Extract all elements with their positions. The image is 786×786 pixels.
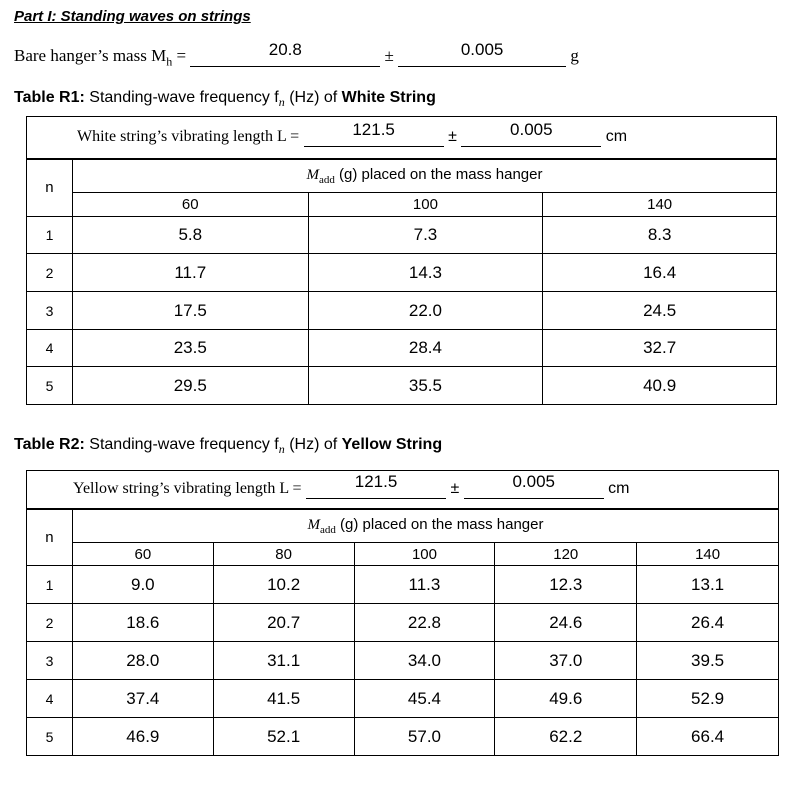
table1-madd-label: M	[306, 166, 319, 183]
freq-cell: 24.5	[543, 292, 777, 330]
table2-uncertainty-field[interactable]	[464, 471, 604, 499]
row-n: 4	[27, 680, 73, 718]
table2-caption-prefix: Table R2:	[14, 436, 85, 453]
table1-length-row	[27, 117, 777, 159]
freq-cell: 57.0	[354, 718, 495, 756]
table1-pm: ±	[448, 127, 457, 145]
table2-caption	[14, 436, 442, 457]
row-n: 5	[27, 367, 73, 405]
freq-cell: 24.6	[495, 604, 637, 642]
table1-caption-text: Standing-wave frequency f	[89, 89, 279, 106]
table2	[26, 470, 779, 756]
table-row	[27, 604, 779, 642]
freq-cell: 32.7	[543, 330, 777, 367]
table1-caption-unit: (Hz) of	[289, 89, 338, 106]
freq-cell: 39.5	[637, 642, 779, 680]
table2-madd-text: (g) placed on the mass hanger	[340, 515, 544, 533]
hanger-mass-subscript: h	[166, 54, 173, 69]
table1-uncertainty-value: 0.005	[510, 119, 553, 139]
table1-caption	[14, 89, 436, 110]
table-row	[27, 292, 777, 330]
table2-mass-header: 100	[354, 543, 495, 566]
table1-length-field[interactable]	[304, 119, 444, 147]
table1-caption-sub: n	[278, 95, 285, 110]
table-row	[27, 330, 777, 367]
freq-cell: 18.6	[72, 604, 213, 642]
row-n: 3	[27, 292, 73, 330]
table-row	[27, 680, 779, 718]
table2-length-value: 121.5	[354, 471, 398, 491]
freq-cell: 26.4	[637, 604, 779, 642]
hanger-equals: =	[176, 46, 187, 65]
table2-uncertainty-value: 0.005	[512, 471, 555, 491]
freq-cell: 7.3	[308, 217, 543, 254]
freq-cell: 34.0	[354, 642, 495, 680]
freq-cell: 62.2	[495, 718, 637, 756]
freq-cell: 31.1	[213, 642, 354, 680]
freq-cell: 37.0	[495, 642, 637, 680]
freq-cell: 17.5	[72, 292, 308, 330]
table2-pm: ±	[450, 479, 460, 497]
table1-madd-sub: add	[318, 173, 335, 186]
freq-cell: 40.9	[543, 367, 777, 405]
table2-n-header: n	[27, 509, 73, 566]
table1-madd-header	[72, 159, 776, 193]
table2-mass-header: 60	[72, 543, 213, 566]
freq-cell: 66.4	[637, 718, 779, 756]
table1-length-unit: cm	[605, 127, 628, 145]
table2-length-label: Yellow string’s vibrating length L =	[73, 479, 302, 497]
table2-mass-header: 80	[213, 543, 354, 566]
freq-cell: 28.0	[72, 642, 213, 680]
freq-cell: 14.3	[308, 254, 543, 292]
freq-cell: 9.0	[72, 566, 213, 604]
freq-cell: 11.7	[72, 254, 308, 292]
row-n: 5	[27, 718, 73, 756]
table1	[26, 116, 777, 405]
table-row	[27, 367, 777, 405]
table1-mass-header: 60	[72, 193, 308, 217]
table1-mass-header: 100	[308, 193, 543, 217]
table-row	[27, 566, 779, 604]
table-row	[27, 642, 779, 680]
hanger-uncertainty-field[interactable]	[398, 40, 566, 67]
freq-cell: 13.1	[637, 566, 779, 604]
freq-cell: 23.5	[72, 330, 308, 367]
table2-caption-unit: (Hz) of	[289, 436, 338, 453]
table2-length-field[interactable]	[306, 471, 446, 499]
table2-mass-header: 120	[495, 543, 637, 566]
table1-length-label: White string’s vibrating length L =	[77, 127, 300, 145]
freq-cell: 49.6	[495, 680, 637, 718]
freq-cell: 52.9	[637, 680, 779, 718]
freq-cell: 20.7	[213, 604, 354, 642]
freq-cell: 5.8	[72, 217, 308, 254]
table1-length-value: 121.5	[352, 119, 395, 139]
table2-length-unit: cm	[608, 479, 630, 497]
table1-caption-prefix: Table R1:	[14, 89, 85, 106]
table2-madd-header	[72, 509, 778, 543]
row-n: 2	[27, 254, 73, 292]
freq-cell: 41.5	[213, 680, 354, 718]
table2-madd-label: M	[307, 516, 320, 533]
table2-madd-sub: add	[319, 523, 336, 536]
table1-n-header: n	[27, 159, 73, 217]
table1-mass-header: 140	[543, 193, 777, 217]
table2-length-row	[27, 471, 779, 509]
hanger-mass-field[interactable]	[190, 40, 380, 67]
freq-cell: 10.2	[213, 566, 354, 604]
table-row	[27, 254, 777, 292]
freq-cell: 35.5	[308, 367, 543, 405]
table-row	[27, 718, 779, 756]
freq-cell: 45.4	[354, 680, 495, 718]
hanger-mass-value: 20.8	[268, 40, 302, 59]
freq-cell: 22.0	[308, 292, 543, 330]
hanger-mass-line	[14, 40, 579, 69]
row-n: 4	[27, 330, 73, 367]
row-n: 1	[27, 217, 73, 254]
table1-uncertainty-field[interactable]	[461, 119, 601, 147]
freq-cell: 46.9	[72, 718, 213, 756]
row-n: 2	[27, 604, 73, 642]
freq-cell: 8.3	[543, 217, 777, 254]
row-n: 1	[27, 566, 73, 604]
hanger-unit: g	[570, 46, 579, 65]
freq-cell: 12.3	[495, 566, 637, 604]
row-n: 3	[27, 642, 73, 680]
table2-caption-sub: n	[278, 442, 285, 457]
freq-cell: 16.4	[543, 254, 777, 292]
table1-madd-text: (g) placed on the mass hanger	[339, 165, 543, 183]
freq-cell: 28.4	[308, 330, 543, 367]
freq-cell: 11.3	[354, 566, 495, 604]
hanger-pm: ±	[384, 46, 394, 65]
part-title: Part I: Standing waves on strings	[14, 8, 251, 25]
table-row	[27, 217, 777, 254]
hanger-uncertainty-value: 0.005	[460, 40, 504, 59]
hanger-mass-label: Bare hanger’s mass M	[14, 46, 167, 65]
table2-mass-header: 140	[637, 543, 779, 566]
table2-caption-text: Standing-wave frequency f	[89, 436, 279, 453]
freq-cell: 29.5	[72, 367, 308, 405]
table2-caption-string: Yellow String	[341, 436, 443, 453]
table1-caption-string: White String	[341, 89, 436, 106]
freq-cell: 37.4	[72, 680, 213, 718]
freq-cell: 52.1	[213, 718, 354, 756]
freq-cell: 22.8	[354, 604, 495, 642]
